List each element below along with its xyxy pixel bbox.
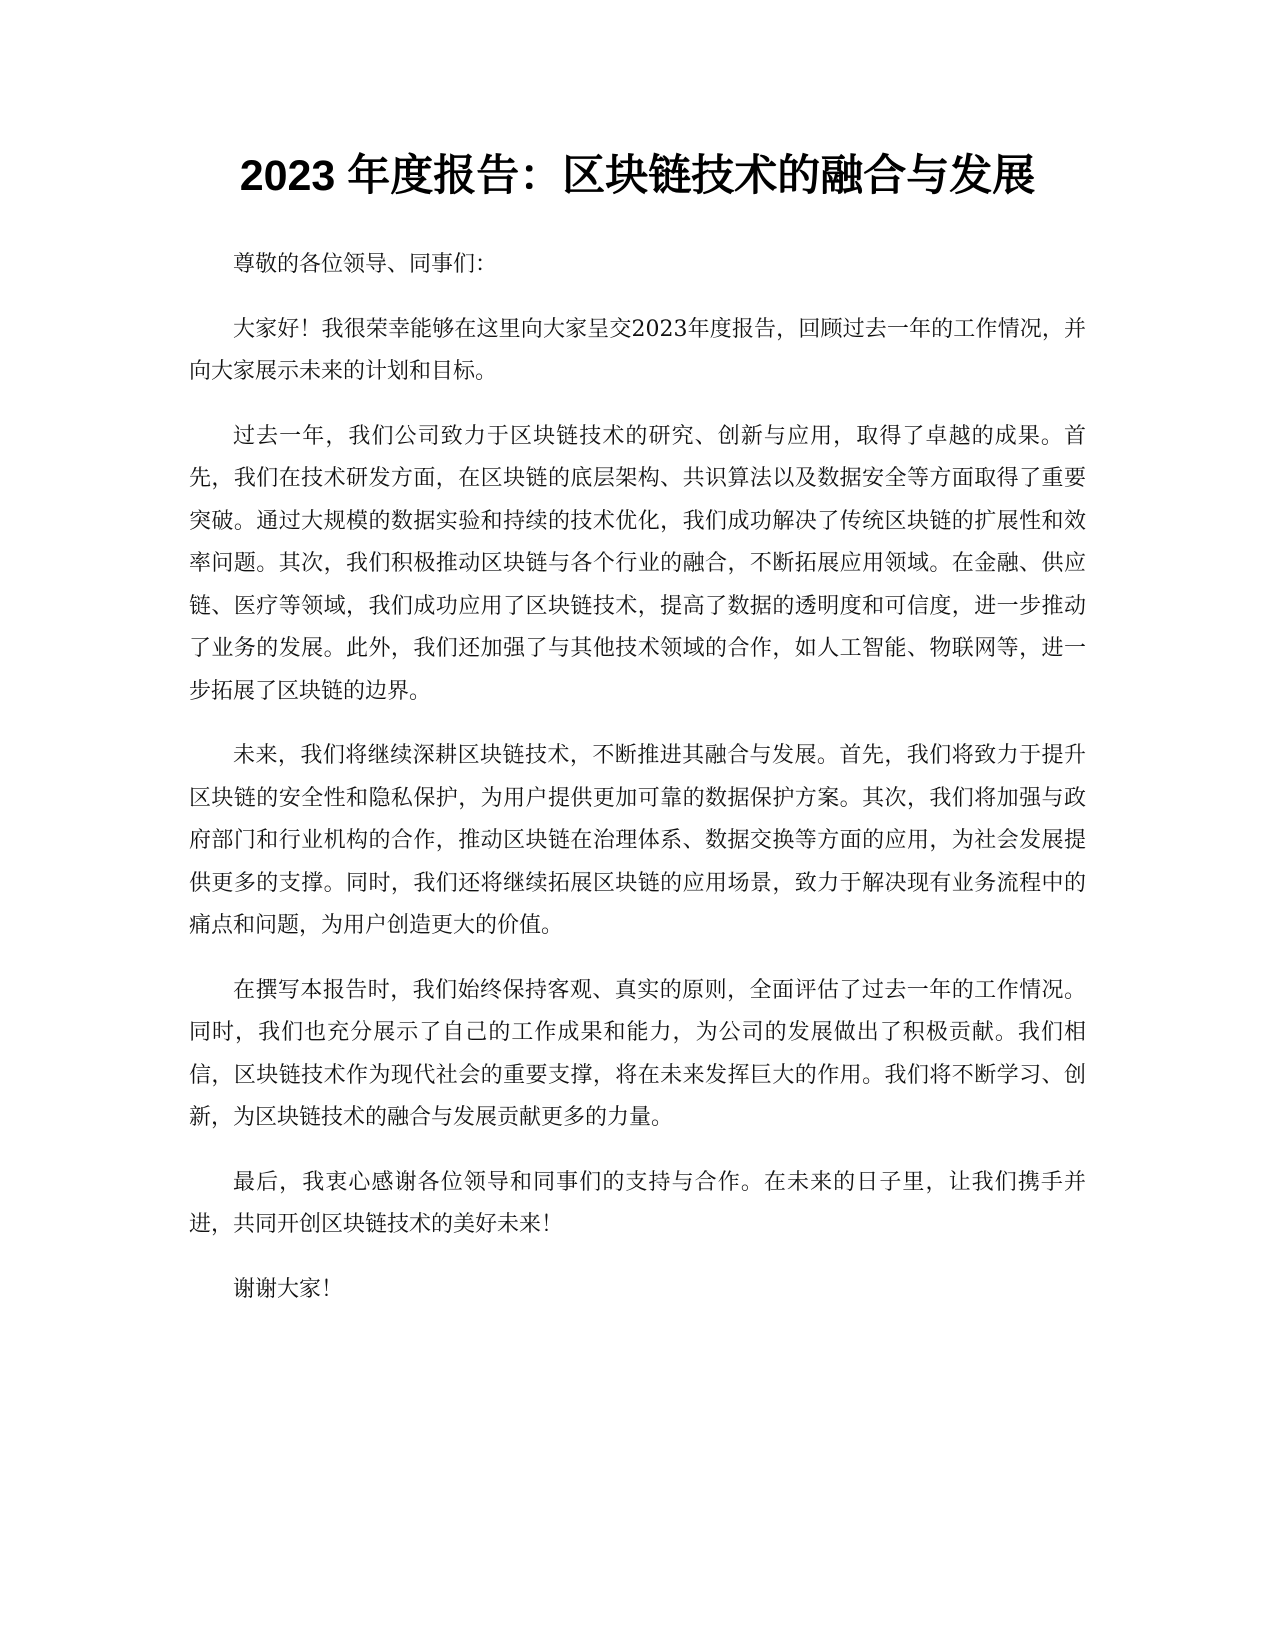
page-title: 2023 年度报告：区块链技术的融合与发展 [239,152,1036,200]
paragraph-report-principles: 在撰写本报告时，我们始终保持客观、真实的原则，全面评估了过去一年的工作情况。同时，我们也充分展示了自己的工作成果和能力，为公司的发展做出了积极贡献。我们相信，区块链技术作为现代社会的重要支撑，将在未来发挥巨大的作用。我们将不断学习、创新，为区块链技术的融合与发展贡献更多的力量。 [189,977,1086,1130]
paragraph-thanks-cooperation: 最后，我衷心感谢各位领导和同事们的支持与合作。在未来的日子里，让我们携手并进，共同开创区块链技术的美好未来！ [189,1169,1086,1237]
paragraph-future-plans: 未来，我们将继续深耕区块链技术，不断推进其融合与发展。首先，我们将致力于提升区块链的安全性和隐私保护，为用户提供更加可靠的数据保护方案。其次，我们将加强与政府部门和行业机构的合作，推动区块链在治理体系、数据交换等方面的应用，为社会发展提供更多的支撑。同时，我们还将继续拓展区块链的应用场景，致力于解决现有业务流程中的痛点和问题，为用户创造更大的价值。 [189,743,1086,938]
paragraph-salutation: 尊敬的各位领导、同事们： [233,252,498,277]
paragraph-past-year: 过去一年，我们公司致力于区块链技术的研究、创新与应用，取得了卓越的成果。首先，我们在技术研发方面，在区块链的底层架构、共识算法以及数据安全等方面取得了重要突破。通过大规模的数据实验和持续的技术优化，我们成功解决了传统区块链的扩展性和效率问题。其次，我们积极推动区块链与各个行业的融合，不断拓展应用领域。在金融、供应链、医疗等领域，我们成功应用了区块链技术，提高了数据的透明度和可信度，进一步推动了业务的发展。此外，我们还加强了与其他技术领域的合作，如人工智能、物联网等，进一步拓展了区块链的边界。 [189,423,1086,704]
paragraph-greeting: 大家好！我很荣幸能够在这里向大家呈交2023年度报告，回顾过去一年的工作情况，并向大家展示未来的计划和目标。 [189,316,1086,384]
paragraph-closing: 谢谢大家！ [233,1276,344,1302]
document-body [189,244,1086,1333]
